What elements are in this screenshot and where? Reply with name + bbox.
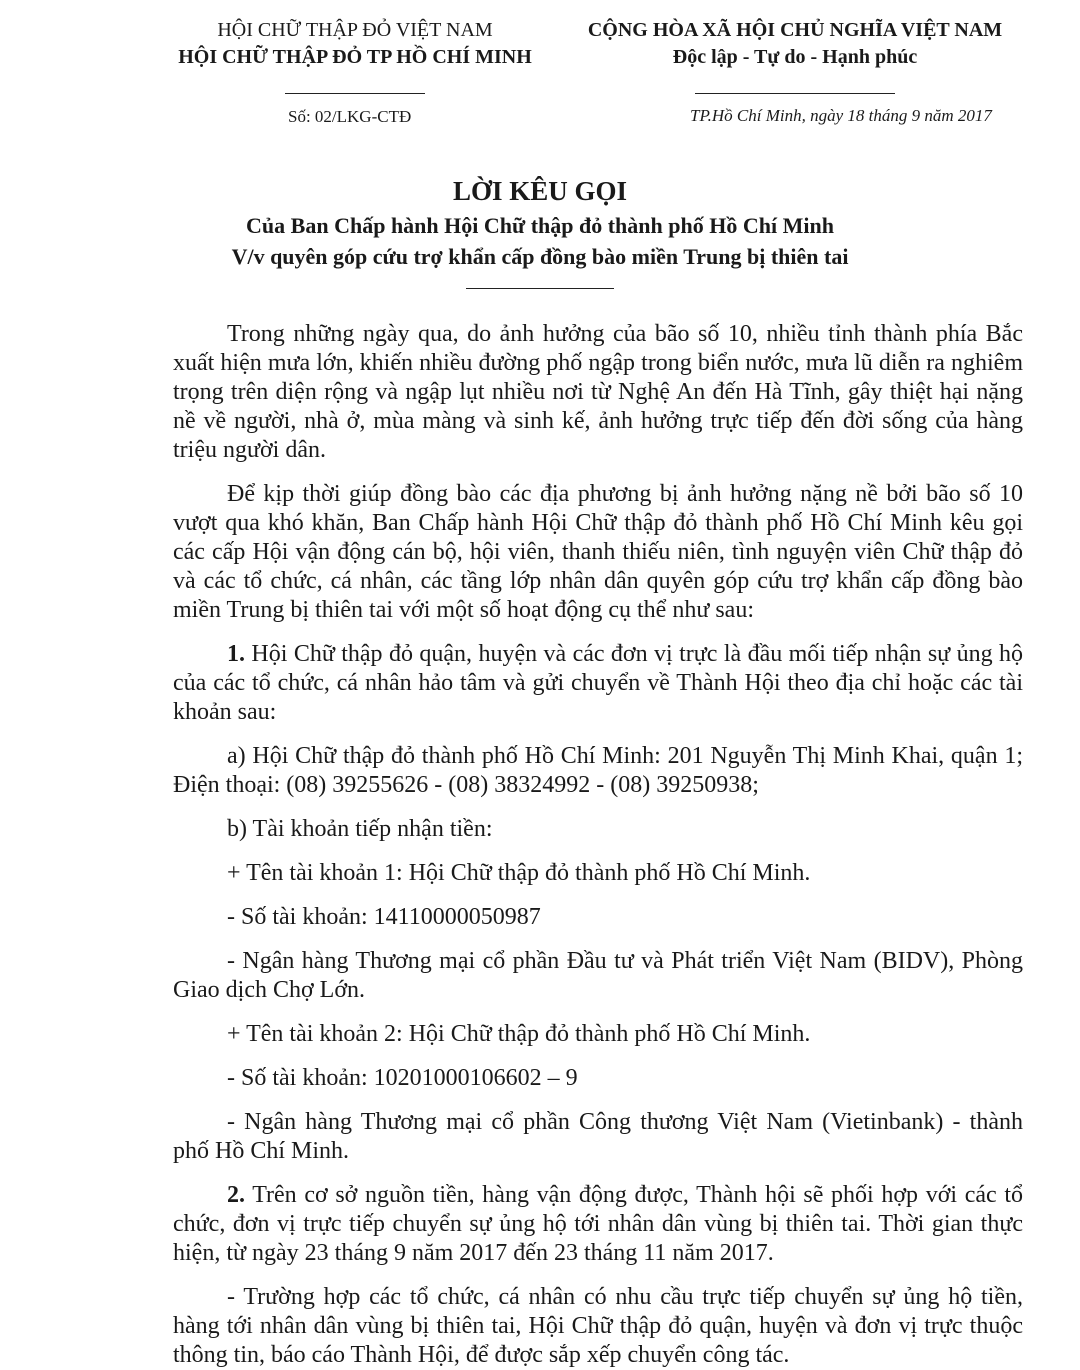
paragraph-item-2-note: - Trường hợp các tổ chức, cá nhân có nhu cầu trực tiếp chuyển sự ủng hộ tiền, hàng tới nhân dân vùng bị thiên tai, Hội Chữ thập đỏ quận, huyện và đơn vị trực thuộc thông tin, báo cáo Thành Hội, để được sắp xếp chuyển công tác. <box>173 1284 1023 1368</box>
item-number: 2. <box>227 1182 245 1208</box>
organization-header <box>140 17 570 94</box>
account-2-number: - Số tài khoản: 10201000106602 – 9 <box>227 1065 578 1091</box>
organization-underline <box>285 93 425 94</box>
item-text: Hội Chữ thập đỏ quận, huyện và các đơn vị trực là đầu mối tiếp nhận sự ủng hộ của các tổ chức, cá nhân hảo tâm và gửi chuyển về Thành Hội theo địa chỉ hoặc các tài khoản sau: <box>173 641 1023 725</box>
document-title-block <box>0 172 1080 289</box>
title-underline <box>466 288 614 289</box>
document-subject: V/v quyên góp cứu trợ khẩn cấp đồng bào miền Trung bị thiên tai <box>231 244 849 269</box>
country-name: CỘNG HÒA XÃ HỘI CHỦ NGHĨA VIỆT NAM <box>587 19 1003 41</box>
document-date: TP.Hồ Chí Minh, ngày 18 tháng 9 năm 2017 <box>690 106 992 125</box>
account-1-number: - Số tài khoản: 14110000050987 <box>227 904 541 930</box>
document-body <box>173 320 1023 1370</box>
paragraph-address: a) Hội Chữ thập đỏ thành phố Hồ Chí Minh: 201 Nguyễn Thị Minh Khai, quận 1; Điện thoại: (08) 39255626 - (08) 38324992 - (08) 39250938; <box>173 743 1023 798</box>
parent-organization-name: HỘI CHỮ THẬP ĐỎ VIỆT NAM <box>217 19 493 41</box>
account-1-name: + Tên tài khoản 1: Hội Chữ thập đỏ thành phố Hồ Chí Minh. <box>227 860 811 886</box>
document-issuer: Của Ban Chấp hành Hội Chữ thập đỏ thành phố Hồ Chí Minh <box>246 213 834 238</box>
document-title: LỜI KÊU GỌI <box>452 176 628 206</box>
item-text: Trên cơ sở nguồn tiền, hàng vận động được, Thành hội sẽ phối hợp với các tổ chức, đơn vị trực tiếp chuyển sự ủng hộ tới nhân dân vùng bị thiên tai. Thời gian thực hiện, từ ngày 23 tháng 9 năm 2017 đến 23 tháng 11 năm 2017. <box>173 1182 1023 1266</box>
paragraph-item-1 <box>173 640 1023 727</box>
account-2-name: + Tên tài khoản 2: Hội Chữ thập đỏ thành phố Hồ Chí Minh. <box>227 1021 811 1047</box>
national-motto: Độc lập - Tự do - Hạnh phúc <box>672 46 918 68</box>
paragraph-appeal: Để kịp thời giúp đồng bào các địa phương bị ảnh hưởng nặng nề bởi bão số 10 vượt qua khó khăn, Ban Chấp hành Hội Chữ thập đỏ thành phố Hồ Chí Minh kêu gọi các cấp Hội vận động cán bộ, hội viên, thanh thiếu niên, tình nguyện viên Chữ thập đỏ và các tổ chức, cá nhân, các tầng lớp nhân dân quyên góp cứu trợ khẩn cấp đồng bào miền Trung bị thiên tai với một số hoạt động cụ thể như sau: <box>173 481 1023 623</box>
account-1-bank: - Ngân hàng Thương mại cổ phần Đầu tư và Phát triển Việt Nam (BIDV), Phòng Giao dịch Chợ Lớn. <box>173 948 1023 1003</box>
paragraph-situation: Trong những ngày qua, do ảnh hưởng của bão số 10, nhiều tỉnh thành phía Bắc xuất hiện mưa lớn, khiến nhiều đường phố ngập trong biển nước, mưa lũ diễn ra nghiêm trọng trên diện rộng và ngập lụt nhiều nơi từ Nghệ An đến Hà Tĩnh, gây thiệt hại nặng nề về người, nhà ở, mùa màng và sinh kế, ảnh hưởng trực tiếp đến đời sống của hàng triệu người dân. <box>173 321 1023 463</box>
national-header <box>545 17 1045 94</box>
motto-underline <box>695 93 895 94</box>
paragraph-accounts-heading: b) Tài khoản tiếp nhận tiền: <box>227 816 493 842</box>
item-number: 1. <box>227 641 245 667</box>
paragraph-item-2 <box>173 1181 1023 1268</box>
organization-name: HỘI CHỮ THẬP ĐỎ TP HỒ CHÍ MINH <box>178 46 532 68</box>
document-number: Số: 02/LKG-CTĐ <box>288 107 412 126</box>
account-2-bank: - Ngân hàng Thương mại cổ phần Công thương Việt Nam (Vietinbank) - thành phố Hồ Chí Minh. <box>173 1109 1023 1164</box>
